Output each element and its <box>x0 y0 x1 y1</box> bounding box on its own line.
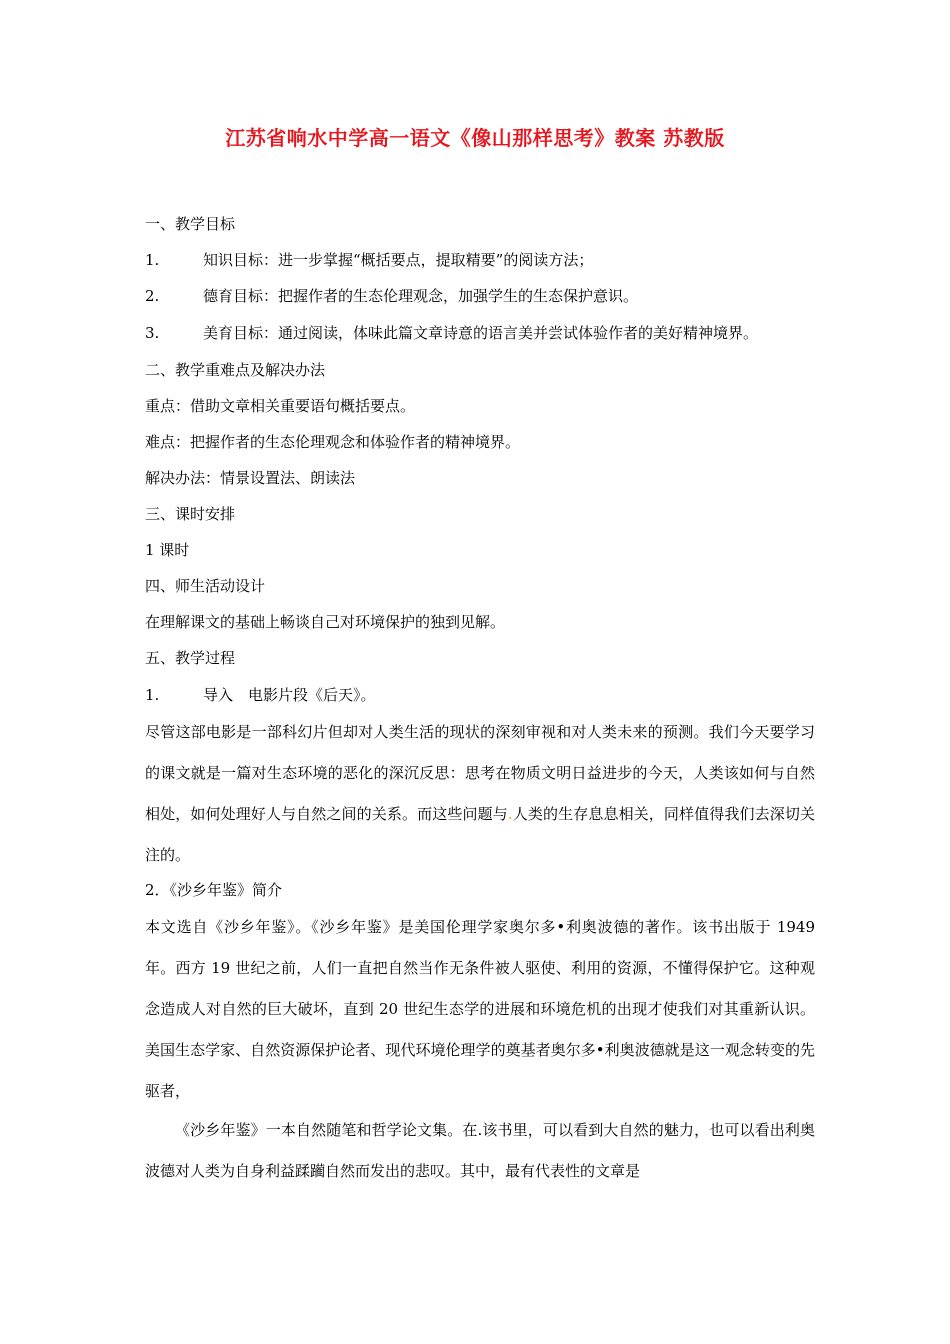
section-heading-goals: 一、教学目标 <box>145 215 236 233</box>
goal-item-2 <box>145 286 815 306</box>
step-number: 1. <box>145 686 160 704</box>
goal-item-3 <box>145 323 815 343</box>
section-heading-hours: 三、课时安排 <box>145 505 236 523</box>
process-step-2: 2．《沙乡年鉴》简介 <box>145 881 283 899</box>
document-title: 江苏省响水中学高一语文《像山那样思考》教案 苏教版 <box>225 126 725 150</box>
stray-dot: . <box>507 805 513 823</box>
class-hours: 1 课时 <box>145 541 190 559</box>
goal-text: 德育目标：把握作者的生态伦理观念，加强学生的生态保护意识。 <box>203 287 639 305</box>
goal-number: 1. <box>145 251 160 269</box>
goal-number: 2. <box>145 287 160 305</box>
goal-text: 美育目标：通过阅读，体味此篇文章诗意的语言美并尝试体验作者的美好精神境界。 <box>203 324 759 342</box>
step-text: 导入 电影片段《后天》。 <box>203 686 376 704</box>
activity-description: 在理解课文的基础上畅谈自己对环境保护的独到见解。 <box>145 613 506 631</box>
goal-number: 3. <box>145 324 160 342</box>
section-heading-activities: 四、师生活动设计 <box>145 577 266 595</box>
difficult-point: 难点：把握作者的生态伦理观念和体验作者的精神境界。 <box>145 433 521 451</box>
solution-methods: 解决办法：情景设置法、朗读法 <box>145 469 356 487</box>
section-heading-process: 五、教学过程 <box>145 649 236 667</box>
key-point: 重点：借助文章相关重要语句概括要点。 <box>145 397 416 415</box>
goal-text: 知识目标：进一步掌握“概括要点，提取精要”的阅读方法； <box>203 251 594 269</box>
goal-item-1 <box>145 250 815 270</box>
intro-paragraph: 尽管这部电影是一部科幻片但却对人类生活的现状的深刻审视和对人类未来的预测。我们今天要学习的课文就是一篇对生态环境的恶化的深沉反思：思考在物质文明日益进步的今天，人类该如何与自然相处，如何处理好人与自然之间的关系。而这些问题与.人类的生存息息相关，同样值得我们去深切关注的。 <box>145 723 815 864</box>
book-summary-paragraph: 《沙乡年鉴》一本自然随笔和哲学论文集。在.该书里，可以看到大自然的魅力，也可以看出利奥波德对人类为自身利益蹂躏自然而发出的悲叹。其中，最有代表性的文章是 <box>145 1121 815 1180</box>
section-heading-key-points: 二、教学重难点及解决办法 <box>145 361 326 379</box>
book-intro-paragraph: 本文选自《沙乡年鉴》。《沙乡年鉴》是美国伦理学家奥尔多•利奥波德的著作。该书出版于 1949 年。西方 19 世纪之前，人们一直把自然当作无条件被人驱使、利用的资源，不懂得保护它。这种观念造成人对自然的巨大破坏，直到 20 世纪生态学的进展和环境危机的出现才使我们对其重新认识。美国生态学家、自然资源保护论者、现代环境伦理学的奠基者奥尔多•利奥波德就是这一观念转变的先驱者， <box>145 918 815 1100</box>
process-step-1 <box>145 685 815 705</box>
